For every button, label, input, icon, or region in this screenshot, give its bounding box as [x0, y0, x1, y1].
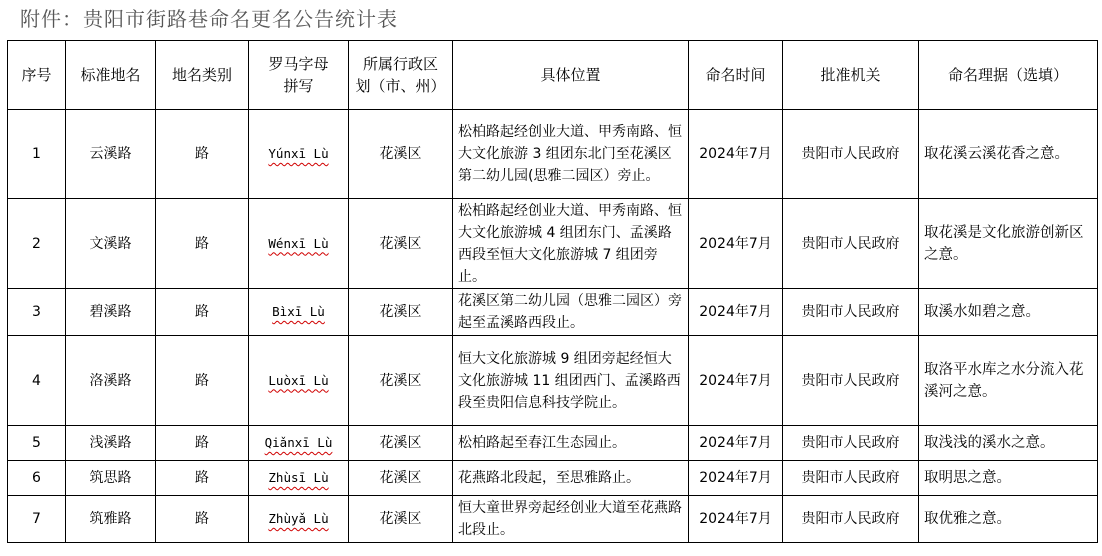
roman-text: Zhùsī Lù [268, 470, 329, 485]
header-position: 具体位置 [453, 41, 689, 110]
cell-standard-name: 筑雅路 [66, 496, 156, 543]
header-district-line1: 所属行政区 [362, 55, 438, 73]
cell-district: 花溪区 [349, 336, 453, 426]
cell-standard-name: 文溪路 [66, 199, 156, 289]
cell-district: 花溪区 [349, 496, 453, 543]
roman-text: Yúnxī Lù [268, 146, 329, 161]
cell-district: 花溪区 [349, 289, 453, 336]
header-district-line2: 划（市、州） [355, 77, 446, 95]
header-standard-name: 标准地名 [66, 41, 156, 110]
cell-time: 2024年7月 [689, 336, 783, 426]
cell-roman [249, 199, 349, 289]
cell-reason: 取花溪云溪花香之意。 [919, 110, 1098, 199]
cell-district: 花溪区 [349, 461, 453, 496]
cell-reason: 取溪水如碧之意。 [919, 289, 1098, 336]
cell-seq: 3 [8, 289, 66, 336]
cell-reason: 取优雅之意。 [919, 496, 1098, 543]
table-row [8, 289, 1098, 336]
cell-standard-name: 浅溪路 [66, 426, 156, 461]
roman-text: Zhùyǎ Lù [268, 511, 329, 526]
statistics-table [7, 40, 1098, 543]
cell-seq: 2 [8, 199, 66, 289]
cell-category: 路 [156, 461, 249, 496]
cell-authority: 贵阳市人民政府 [783, 336, 919, 426]
roman-text: Bìxī Lù [272, 304, 325, 319]
cell-standard-name: 碧溪路 [66, 289, 156, 336]
header-roman-spelling [249, 41, 349, 110]
cell-authority: 贵阳市人民政府 [783, 426, 919, 461]
cell-roman [249, 496, 349, 543]
cell-authority: 贵阳市人民政府 [783, 461, 919, 496]
cell-reason: 取花溪是文化旅游创新区之意。 [919, 199, 1098, 289]
cell-standard-name: 洛溪路 [66, 336, 156, 426]
header-naming-time: 命名时间 [689, 41, 783, 110]
header-roman-line2: 拼写 [283, 77, 314, 95]
cell-time: 2024年7月 [689, 110, 783, 199]
cell-position: 松柏路起经创业大道、甲秀南路、恒大文化旅游城 4 组团东门、孟溪路西段至恒大文化旅游城 7 组团旁止。 [453, 199, 689, 289]
cell-standard-name: 筑思路 [66, 461, 156, 496]
cell-category: 路 [156, 110, 249, 199]
cell-district: 花溪区 [349, 199, 453, 289]
cell-time: 2024年7月 [689, 496, 783, 543]
cell-category: 路 [156, 199, 249, 289]
cell-position: 花燕路北段起，至思雅路止。 [453, 461, 689, 496]
table-row [8, 336, 1098, 426]
page-title: 附件：贵阳市街路巷命名更名公告统计表 [20, 7, 398, 31]
cell-position: 松柏路起经创业大道、甲秀南路、恒大文化旅游 3 组团东北门至花溪区第二幼儿园(思雅二园区）旁止。 [453, 110, 689, 199]
cell-standard-name: 云溪路 [66, 110, 156, 199]
roman-text: Luòxī Lù [268, 372, 329, 388]
table-row [8, 199, 1098, 289]
cell-position: 松柏路起至春江生态园止。 [453, 426, 689, 461]
cell-position: 恒大童世界旁起经创业大道至花燕路北段止。 [453, 496, 689, 543]
cell-time: 2024年7月 [689, 289, 783, 336]
cell-reason: 取浅浅的溪水之意。 [919, 426, 1098, 461]
header-roman-line1: 罗马字母 [268, 55, 329, 73]
cell-position: 恒大文化旅游城 9 组团旁起经恒大文化旅游城 11 组团西门、孟溪路西段至贵阳信息科技学院止。 [453, 336, 689, 426]
cell-seq: 5 [8, 426, 66, 461]
cell-authority: 贵阳市人民政府 [783, 496, 919, 543]
cell-seq: 6 [8, 461, 66, 496]
cell-roman [249, 426, 349, 461]
cell-seq: 7 [8, 496, 66, 543]
cell-position: 花溪区第二幼儿园（思雅二园区）旁起至孟溪路西段止。 [453, 289, 689, 336]
cell-category: 路 [156, 289, 249, 336]
cell-seq: 4 [8, 336, 66, 426]
table-row [8, 496, 1098, 543]
table-row [8, 110, 1098, 199]
table-header-row [8, 41, 1098, 110]
table-row [8, 461, 1098, 496]
table-row [8, 426, 1098, 461]
cell-reason: 取洛平水库之水分流入花溪河之意。 [919, 336, 1098, 426]
cell-time: 2024年7月 [689, 426, 783, 461]
cell-authority: 贵阳市人民政府 [783, 289, 919, 336]
cell-reason: 取明思之意。 [919, 461, 1098, 496]
cell-authority: 贵阳市人民政府 [783, 199, 919, 289]
cell-category: 路 [156, 496, 249, 543]
cell-roman [249, 289, 349, 336]
cell-authority: 贵阳市人民政府 [783, 110, 919, 199]
header-seq: 序号 [8, 41, 66, 110]
cell-category: 路 [156, 426, 249, 461]
roman-text: Wénxī Lù [268, 235, 329, 251]
cell-time: 2024年7月 [689, 199, 783, 289]
cell-time: 2024年7月 [689, 461, 783, 496]
cell-district: 花溪区 [349, 110, 453, 199]
header-name-category: 地名类别 [156, 41, 249, 110]
roman-text: Qiǎnxī Lù [264, 435, 333, 450]
header-authority: 批准机关 [783, 41, 919, 110]
cell-roman [249, 336, 349, 426]
header-district [349, 41, 453, 110]
cell-roman [249, 110, 349, 199]
cell-category: 路 [156, 336, 249, 426]
header-naming-reason: 命名理据（选填） [919, 41, 1098, 110]
cell-roman [249, 461, 349, 496]
cell-seq: 1 [8, 110, 66, 199]
cell-district: 花溪区 [349, 426, 453, 461]
